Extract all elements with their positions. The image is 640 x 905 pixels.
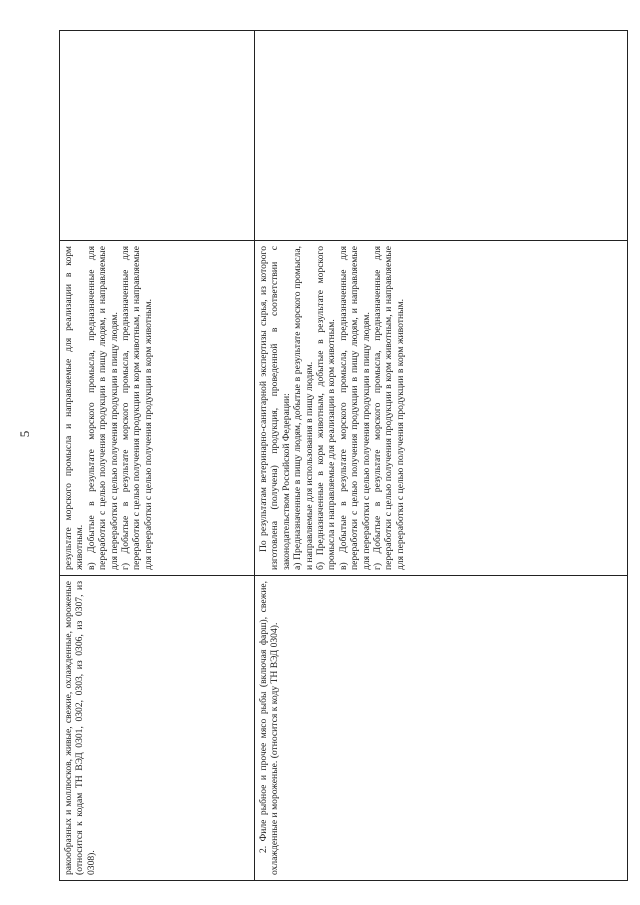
condition-paragraph: а) Предназначенные в пищу людям, добытые в результате морского промысла, и направляемые для использования в пищу людям. bbox=[292, 246, 315, 570]
product-description: 2. Филе рыбное и прочее мясо рыбы (включая фарш), свежие, охлажденные и мороженые. (относится к коду ТН ВЭД 0304). bbox=[258, 581, 281, 875]
table-row bbox=[60, 31, 255, 881]
condition-paragraph: в) Добытые в результате морского промысла, предназначенные для переработки с целью получения продукции в пищу людям, и направляемые для переработки с целью получения продукции в пищу людям. bbox=[337, 246, 372, 570]
empty-cell bbox=[255, 31, 628, 241]
table-row bbox=[255, 31, 628, 881]
empty-cell bbox=[60, 31, 255, 241]
condition-paragraph: г) Добытые в результате морского промысла, предназначенные для переработки с целью получения продукции в корм животным, и направляемые для переработки с целью получения продукции в корм животным. bbox=[120, 246, 154, 570]
condition-paragraph: По результатам ветеринарно-санитарной экспертизы сырья, из которого изготовлена (получена) продукция, проведенной в соответствии с законодательством Российской Федерации: bbox=[258, 246, 292, 570]
product-cell bbox=[255, 576, 628, 881]
condition-paragraph: в) Добытые в результате морского промысла, предназначенные для переработки с целью получения продукции в пищу людям, и направляемые для переработки с целью получения продукции в пищу людям. bbox=[85, 246, 120, 570]
conditions-cell bbox=[255, 241, 628, 576]
condition-paragraph: б) Предназначенные в корм животным, добытые в результате морского промысла и направляемые для реализации в корм животным. bbox=[315, 246, 338, 570]
regulation-table bbox=[59, 30, 628, 881]
condition-paragraph: результате морского промысла и направляемые для реализации в корм животным. bbox=[63, 246, 86, 570]
product-cell bbox=[60, 576, 255, 881]
condition-paragraph: г) Добытые в результате морского промысла, предназначенные для переработки с целью получения продукции в корм животным, и направляемые для переработки с целью получения продукции в корм животным. bbox=[372, 246, 406, 570]
conditions-cell bbox=[60, 241, 255, 576]
product-description: ракообразных и моллюсков, живые, свежие, охлажденные, мороженые (относится к кодам ТН ВЭД 0301, 0302, 0303, из 0306, из 0307, из 0308). bbox=[63, 581, 97, 875]
rotated-table-sheet bbox=[59, 31, 627, 881]
page-number: 5 bbox=[17, 430, 32, 438]
